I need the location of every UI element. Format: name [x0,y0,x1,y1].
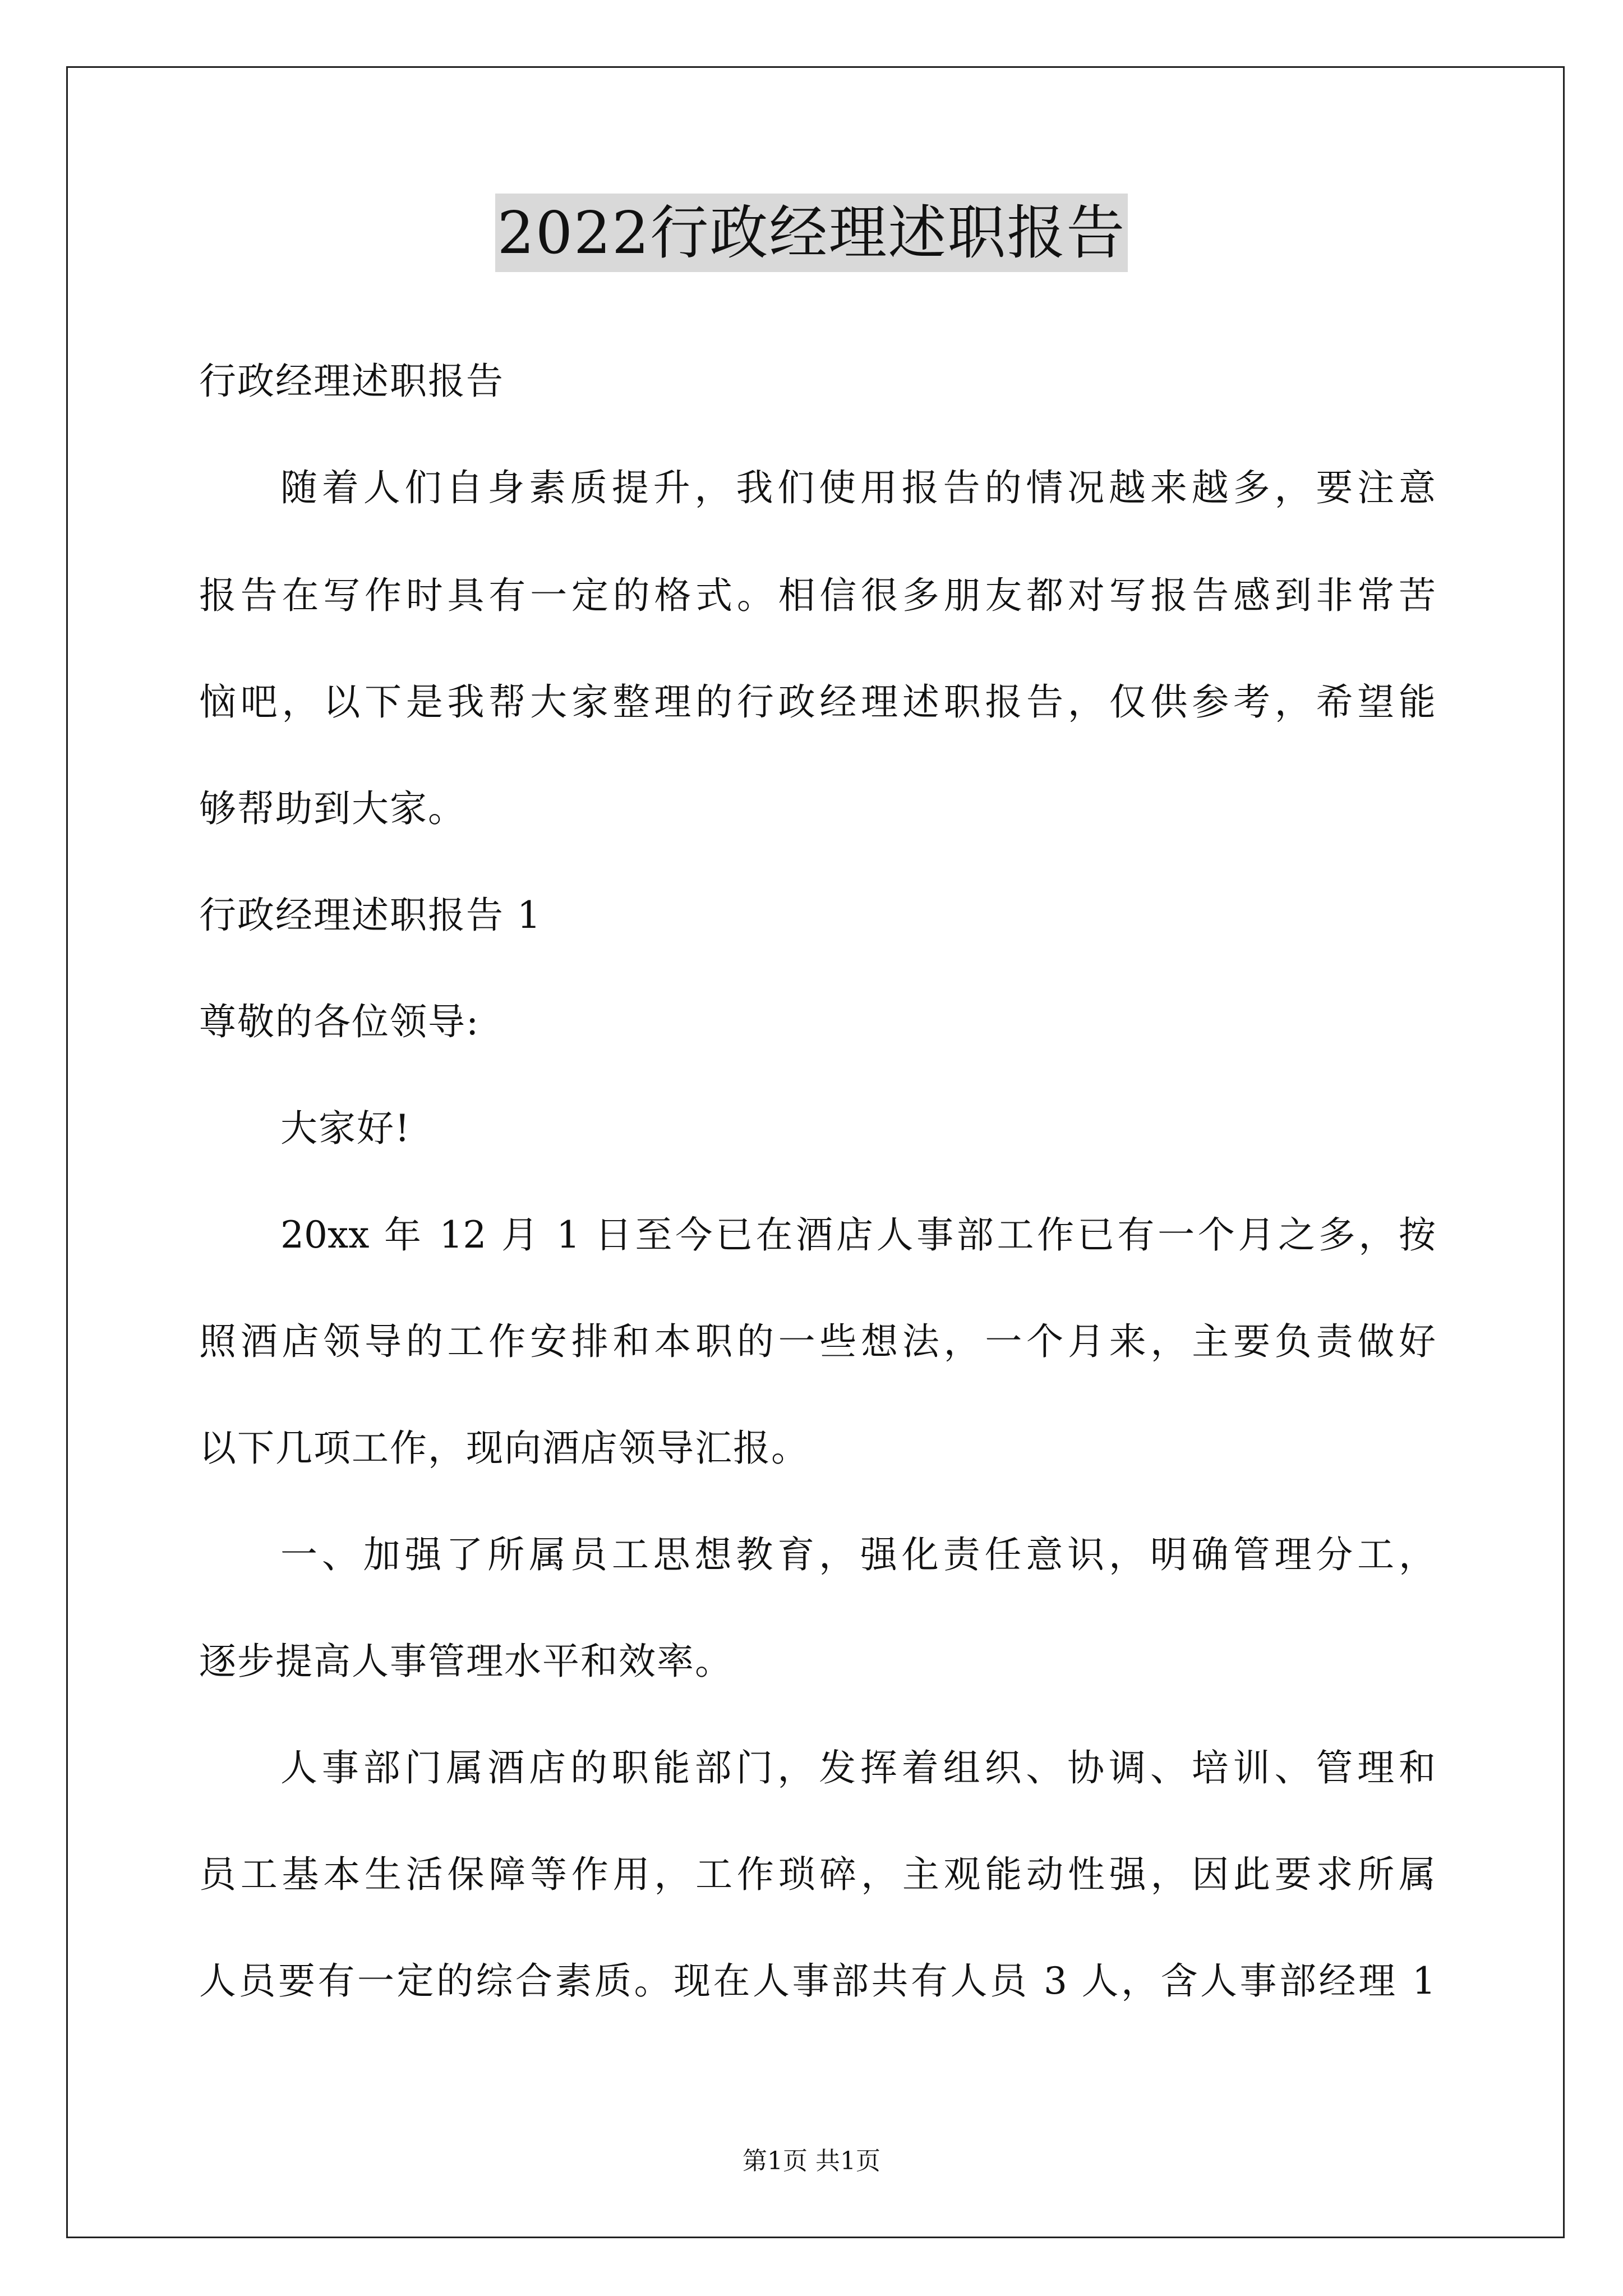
body-line: 以下几项工作，现向酒店领导汇报。 [199,1427,809,1470]
body-line: 员工基本生活保障等作用，工作琐碎，主观能动性强，因此要求所属 [199,1853,1436,1896]
document-title: 2022行政经理述职报告 [495,194,1128,272]
body-line: 报告在写作时具有一定的格式。相信很多朋友都对写报告感到非常苦 [199,574,1436,617]
greeting: 大家好! [280,1107,411,1150]
body-line: 逐步提高人事管理水平和效率。 [199,1640,733,1683]
body-line: 恼吧，以下是我帮大家整理的行政经理述职报告，仅供参考，希望能 [199,680,1436,724]
salutation: 尊敬的各位领导: [199,1000,480,1043]
title-container [0,194,1623,272]
body-line: 够帮助到大家。 [199,787,466,830]
section-heading: 行政经理述职报告 1 [199,894,542,937]
body-line: 随着人们自身素质提升，我们使用报告的情况越来越多，要注意 [280,466,1436,509]
body-line: 照酒店领导的工作安排和本职的一些想法，一个月来，主要负责做好 [199,1320,1436,1363]
body-line: 人事部门属酒店的职能部门，发挥着组织、协调、培训、管理和 [280,1746,1436,1789]
body-line: 人员要有一定的综合素质。现在人事部共有人员 3 人，含人事部经理 1 [199,1959,1436,2003]
page-footer: 第1页 共1页 [743,2147,880,2175]
body-line: 一、加强了所属员工思想教育，强化责任意识，明确管理分工， [280,1533,1436,1576]
body-line: 20xx 年 12 月 1 日至今已在酒店人事部工作已有一个月之多，按 [280,1213,1436,1257]
subtitle-line: 行政经理述职报告 [199,360,504,403]
